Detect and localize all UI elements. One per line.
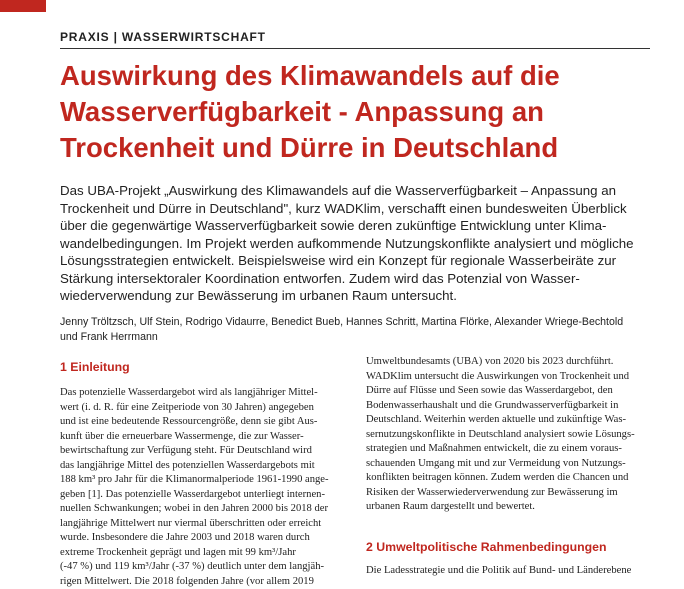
lead-line: wandelbedingungen. Im Projekt werden aufkommende Nutzungskonflikte analysiert und mögliche <box>60 235 660 253</box>
body-line: rigen Mittelwert. Die 2018 folgenden Jahre (vor allem 2019 <box>60 575 336 589</box>
body-line: langjährige Mittelwert nur viermal überschritten oder erreicht <box>60 517 336 532</box>
lead-line: Das UBA-Projekt „Auswirkung des Klimawandels auf die Wasserverfügbarkeit – Anpassung an <box>60 182 660 200</box>
section-heading-rahmenbedingungen: 2 Umweltpolitische Rahmenbedingungen <box>366 540 642 554</box>
body-line: nuellen Schwankungen; wobei in den Jahren 2000 bis 2018 der <box>60 502 336 517</box>
section-body-intro-continued <box>366 355 642 515</box>
body-line: kunft über die erneuerbare Wassermenge, die zur Wasser- <box>60 430 336 445</box>
body-line: 188 km³ pro Jahr für die Klimanormalperiode 1961-1990 ange- <box>60 473 336 488</box>
body-line: Dürre auf Flüsse und Seen sowie das Wasserdargebot, den <box>366 384 642 399</box>
body-line: geben [1]. Das potenzielle Wasserdargebot unterliegt internen- <box>60 488 336 503</box>
lead-line: wiederverwendung zur Bewässerung im urbanen Raum untersucht. <box>60 287 660 305</box>
body-line: wert (i. d. R. für eine Zeitperiode von 30 Jahren) angegeben <box>60 401 336 416</box>
body-line: Umweltbundesamts (UBA) von 2020 bis 2023 durchführt. <box>366 355 642 370</box>
author-line: und Frank Herrmann <box>60 330 670 345</box>
body-line: wurde. Insbesondere die Jahre 2003 und 2018 waren durch <box>60 531 336 546</box>
title-line: Trockenheit und Dürre in Deutschland <box>60 130 660 166</box>
body-line: bewirtschaftung zur Verfügung steht. Für Deutschland wird <box>60 444 336 459</box>
section-body-rahmenbedingungen <box>366 564 642 579</box>
right-column <box>366 355 642 578</box>
author-list <box>60 315 670 345</box>
lead-line: Trockenheit und Dürre in Deutschland", kurz WADKlim, verschafft einen bundesweiten Überblick <box>60 200 660 218</box>
header-rule <box>60 48 650 49</box>
title-line: Wasserverfügbarkeit - Anpassung an <box>60 94 660 130</box>
body-line: Risiken der Wasserwiederverwendung zur Bewässerung im <box>366 486 642 501</box>
body-line: und ist eine bedeutende Ressourcengröße, denn sie gibt Aus- <box>60 415 336 430</box>
body-line: strategien und Maßnahmen entwickelt, die zu einem voraus- <box>366 442 642 457</box>
lead-line: Stärkung intersektoraler Koordination entworfen. Zudem wird das Potenzial von Wasser- <box>60 270 660 288</box>
left-column <box>60 360 336 589</box>
body-line: Deutschland. Weiterhin werden aktuelle und zukünftige Was- <box>366 413 642 428</box>
lead-line: Lösungsstrategien entwickelt. Beispielsweise wird ein Konzept für regionale Wasserbeiräte zur <box>60 252 660 270</box>
section-body-einleitung <box>60 386 336 589</box>
body-line: urbanen Raum dargestellt und bewertet. <box>366 500 642 515</box>
body-line: Bodenwasserhaushalt und die Grundwasserverfügbarkeit in <box>366 399 642 414</box>
lead-paragraph <box>60 182 660 305</box>
body-line: sernutzungskonflikte in Deutschland analysiert sowie Lösungs- <box>366 428 642 443</box>
article-title <box>60 58 660 166</box>
author-line: Jenny Tröltzsch, Ulf Stein, Rodrigo Vidaurre, Benedict Bueb, Hannes Schritt, Martina Flörke, Alexander Wriege-Bechtold <box>60 315 670 330</box>
body-line: WADKlim untersucht die Auswirkungen von Trockenheit und <box>366 370 642 385</box>
body-line: Die Ladesstrategie und die Politik auf Bund- und Länderebene <box>366 564 642 579</box>
body-line: Das potenzielle Wasserdargebot wird als langjähriger Mittel- <box>60 386 336 401</box>
corner-accent-block <box>0 0 46 12</box>
body-line: das langjährige Mittel des potenziellen Wasserdargebots mit <box>60 459 336 474</box>
section-label: PRAXIS | WASSERWIRTSCHAFT <box>60 30 266 44</box>
body-line: schauenden Umgang mit und zur Vermeidung von Nutzungs- <box>366 457 642 472</box>
body-line: (-47 %) und 119 km³/Jahr (-37 %) deutlich unter dem langjäh- <box>60 560 336 575</box>
title-line: Auswirkung des Klimawandels auf die <box>60 58 660 94</box>
lead-line: über die gegenwärtige Wasserverfügbarkeit sowie deren zukünftige Entwicklung unter Klima- <box>60 217 660 235</box>
section-heading-einleitung: 1 Einleitung <box>60 360 336 374</box>
body-line: extreme Trockenheit geprägt und lagen mit 99 km³/Jahr <box>60 546 336 561</box>
body-line: konflikten beitragen können. Zudem werden die Chancen und <box>366 471 642 486</box>
